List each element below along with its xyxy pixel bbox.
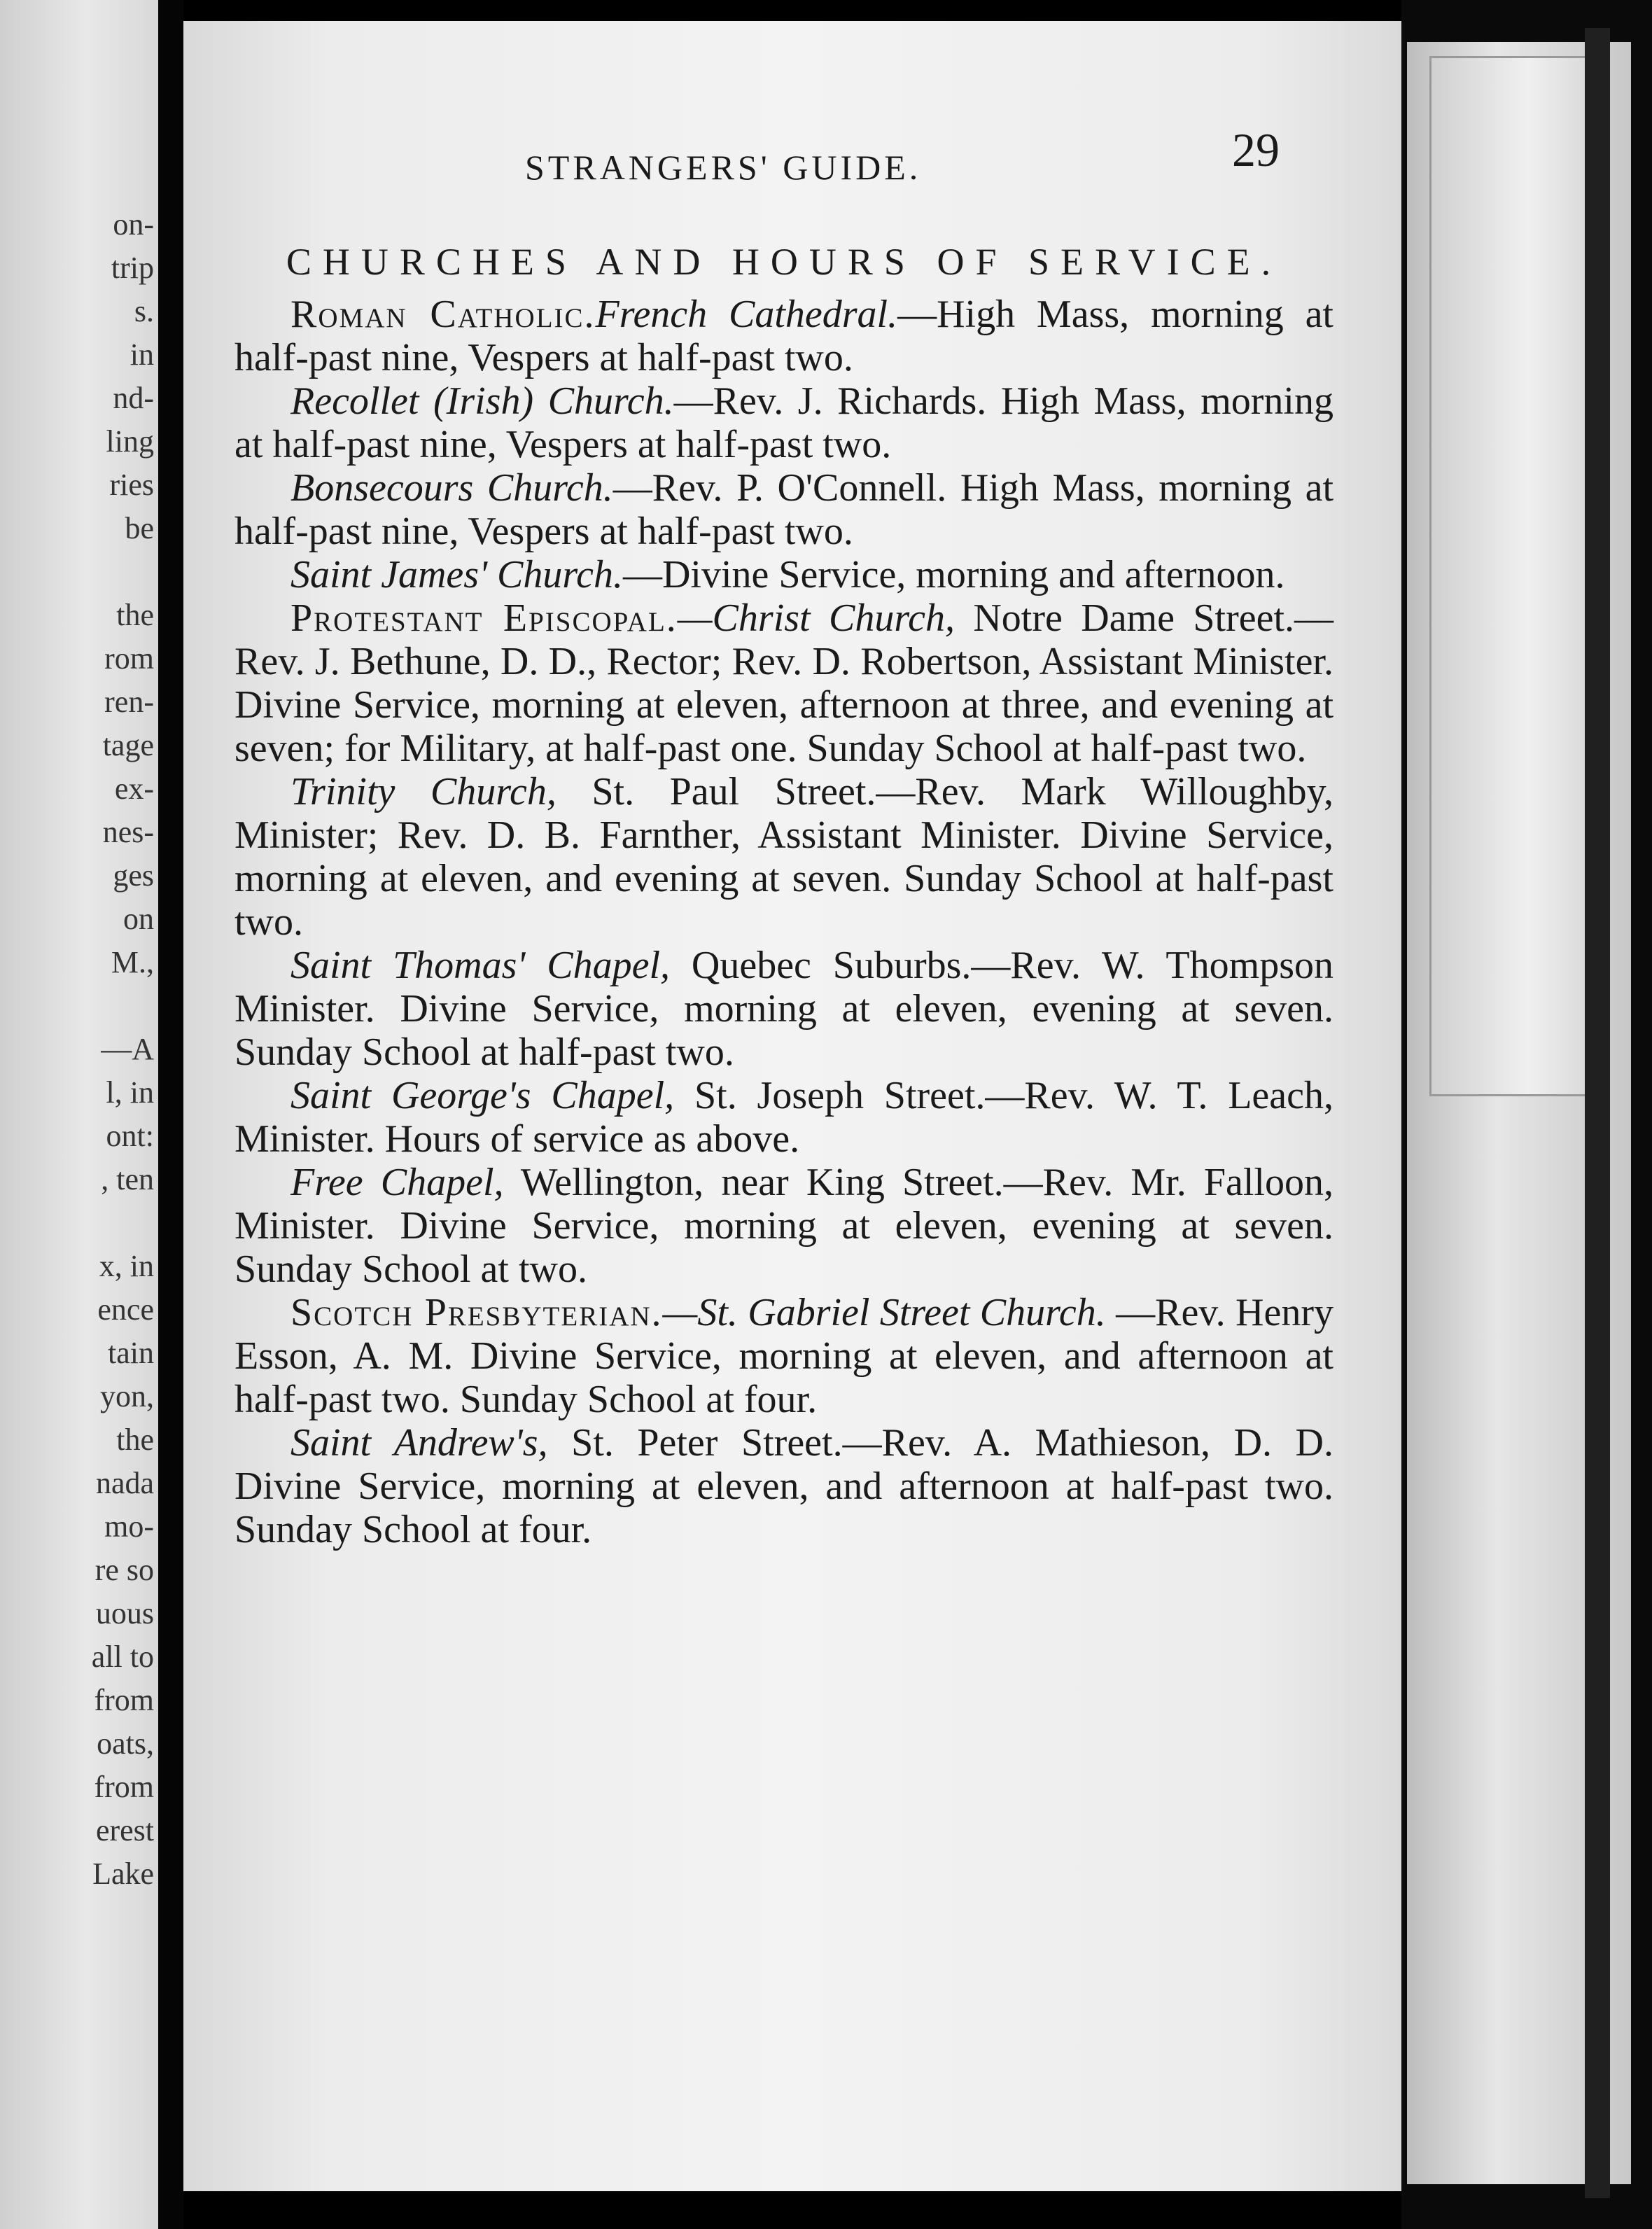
left-page-fragment: s.: [134, 294, 154, 328]
left-page-fragment: nada: [95, 1466, 154, 1500]
left-page-fragment: from: [94, 1683, 154, 1717]
left-page-fragment: rom: [104, 641, 154, 676]
left-page-fragment: from: [94, 1770, 154, 1804]
left-page-fragment: nd-: [113, 381, 154, 415]
service-details: —Divine Service, morning and afternoon.: [622, 553, 1285, 596]
left-page-fragment: x, in: [99, 1249, 154, 1283]
church-name: Saint George's Chapel,: [290, 1074, 675, 1117]
service-details: —Rev. J. Richards. High Mass, morning at half-past nine, Vespers at half-past two.: [234, 379, 1334, 466]
left-page-fragment: ence: [97, 1292, 154, 1327]
church-entry: [234, 379, 1334, 466]
left-page-fragment: nes-: [102, 815, 154, 849]
service-details: Wellington, near King Street.—Rev. Mr. Falloon, Minister. Divine Service, morning at eleven, evening at seven. Sunday School at two.: [234, 1161, 1334, 1291]
church-entry: [234, 1161, 1334, 1291]
left-page-fragment: oats,: [97, 1726, 154, 1761]
church-name: Saint Andrew's,: [290, 1421, 548, 1465]
service-details: Notre Dame Street.—Rev. J. Bethune, D. D., Rector; Rev. D. Robertson, Assistant Minister. Divine Service, morning at eleven, afternoon at three, and evening at seven; for Military, at half-past one. Sunday School at half-past two.: [234, 596, 1334, 770]
left-page-fragment: erest: [95, 1813, 154, 1847]
church-entry: [234, 293, 1334, 379]
left-page-fragment: in: [130, 337, 154, 372]
left-page-fragment: the: [116, 598, 154, 632]
left-page-fragment: all to: [91, 1640, 154, 1674]
left-page-fragment: ges: [113, 858, 154, 893]
left-page-fragment: trip: [111, 251, 154, 285]
church-name: Free Chapel,: [290, 1161, 504, 1204]
page-number: 29: [1232, 123, 1280, 176]
denomination-heading: Protestant Episcopal.: [290, 596, 678, 640]
left-page-fragment: mo-: [104, 1509, 154, 1544]
left-page-fragment: the: [116, 1423, 154, 1457]
service-details: St. Peter Street.—Rev. A. Mathieson, D. D. Divine Service, morning at eleven, and afternoon at half-past two. Sunday School at four.: [234, 1421, 1334, 1551]
church-entry: [234, 1421, 1334, 1551]
church-entry: [234, 1291, 1334, 1421]
service-details: —High Mass, morning at half-past nine, Vespers at half-past two.: [234, 293, 1334, 379]
left-page-fragment: ex-: [114, 771, 154, 806]
church-entry: [234, 553, 1334, 596]
right-book-edge: [1401, 0, 1652, 2229]
church-name: French Cathedral.: [595, 293, 898, 336]
left-page-fragment: Lake: [92, 1857, 154, 1891]
left-page-fragment: M.,: [111, 945, 154, 979]
left-page-fragment: ont:: [106, 1119, 154, 1153]
church-name: Saint Thomas' Chapel,: [290, 944, 671, 987]
service-details: —Rev. P. O'Connell. High Mass, morning at half-past nine, Vespers at half-past two.: [234, 466, 1334, 553]
church-entry: [234, 466, 1334, 553]
church-name: Bonsecours Church.: [290, 466, 613, 510]
cover-shadow: [1585, 28, 1610, 2198]
left-page-fragment: tain: [108, 1336, 154, 1370]
left-facing-page-edge: [0, 0, 158, 2229]
service-details: —Rev. Henry Esson, A. M. Divine Service, morning at eleven, and afternoon at half-past two. Sunday School at four.: [234, 1291, 1334, 1421]
denomination-heading: Roman Catholic.: [290, 293, 596, 336]
left-page-fragment: on-: [113, 207, 154, 242]
church-entry: [234, 1074, 1334, 1161]
left-page-fragment: be: [125, 511, 154, 545]
left-page-fragment: re so: [94, 1553, 154, 1587]
left-page-fragment: ling: [106, 424, 154, 459]
left-page-fragment: ren-: [104, 685, 154, 719]
left-page-fragment: tage: [102, 728, 154, 762]
left-page-fragment: , ten: [101, 1162, 154, 1196]
service-details: St. Paul Street.—Rev. Mark Willoughby, Minister; Rev. D. B. Farnther, Assistant Minister. Divine Service, morning at eleven, and evening at seven. Sunday School at half-past two.: [234, 770, 1334, 944]
left-page-fragment: l, in: [106, 1075, 154, 1110]
left-page-fragment: ries: [109, 468, 154, 502]
section-title: CHURCHES AND HOURS OF SERVICE.: [286, 241, 1282, 283]
book-gutter: [158, 0, 183, 2229]
running-head: STRANGERS' GUIDE.: [525, 148, 922, 187]
left-page-fragment: —A: [101, 1032, 154, 1066]
left-page-fragment: yon,: [100, 1379, 154, 1413]
inserted-slip: [1429, 56, 1595, 1096]
denomination-heading: Scotch Presbyterian.: [290, 1291, 663, 1334]
service-details: Quebec Suburbs.—Rev. W. Thompson Minister. Divine Service, morning at eleven, evening at seven. Sunday School at half-past two.: [234, 944, 1334, 1074]
church-entry: [234, 770, 1334, 944]
church-entry: [234, 944, 1334, 1074]
church-name: Recollet (Irish) Church.: [290, 379, 674, 423]
church-name: Trinity Church,: [290, 770, 556, 813]
page-body: [234, 237, 1334, 1551]
church-list: [234, 293, 1334, 1551]
service-details: St. Joseph Street.—Rev. W. T. Leach, Minister. Hours of service as above.: [234, 1074, 1334, 1161]
left-page-fragment: uous: [95, 1596, 154, 1630]
church-name: —St. Gabriel Street Church.: [662, 1291, 1106, 1334]
church-name: —Christ Church,: [677, 596, 955, 640]
church-entry: [234, 596, 1334, 770]
left-page-fragment: on: [123, 902, 154, 936]
church-name: Saint James' Church.: [290, 553, 623, 596]
